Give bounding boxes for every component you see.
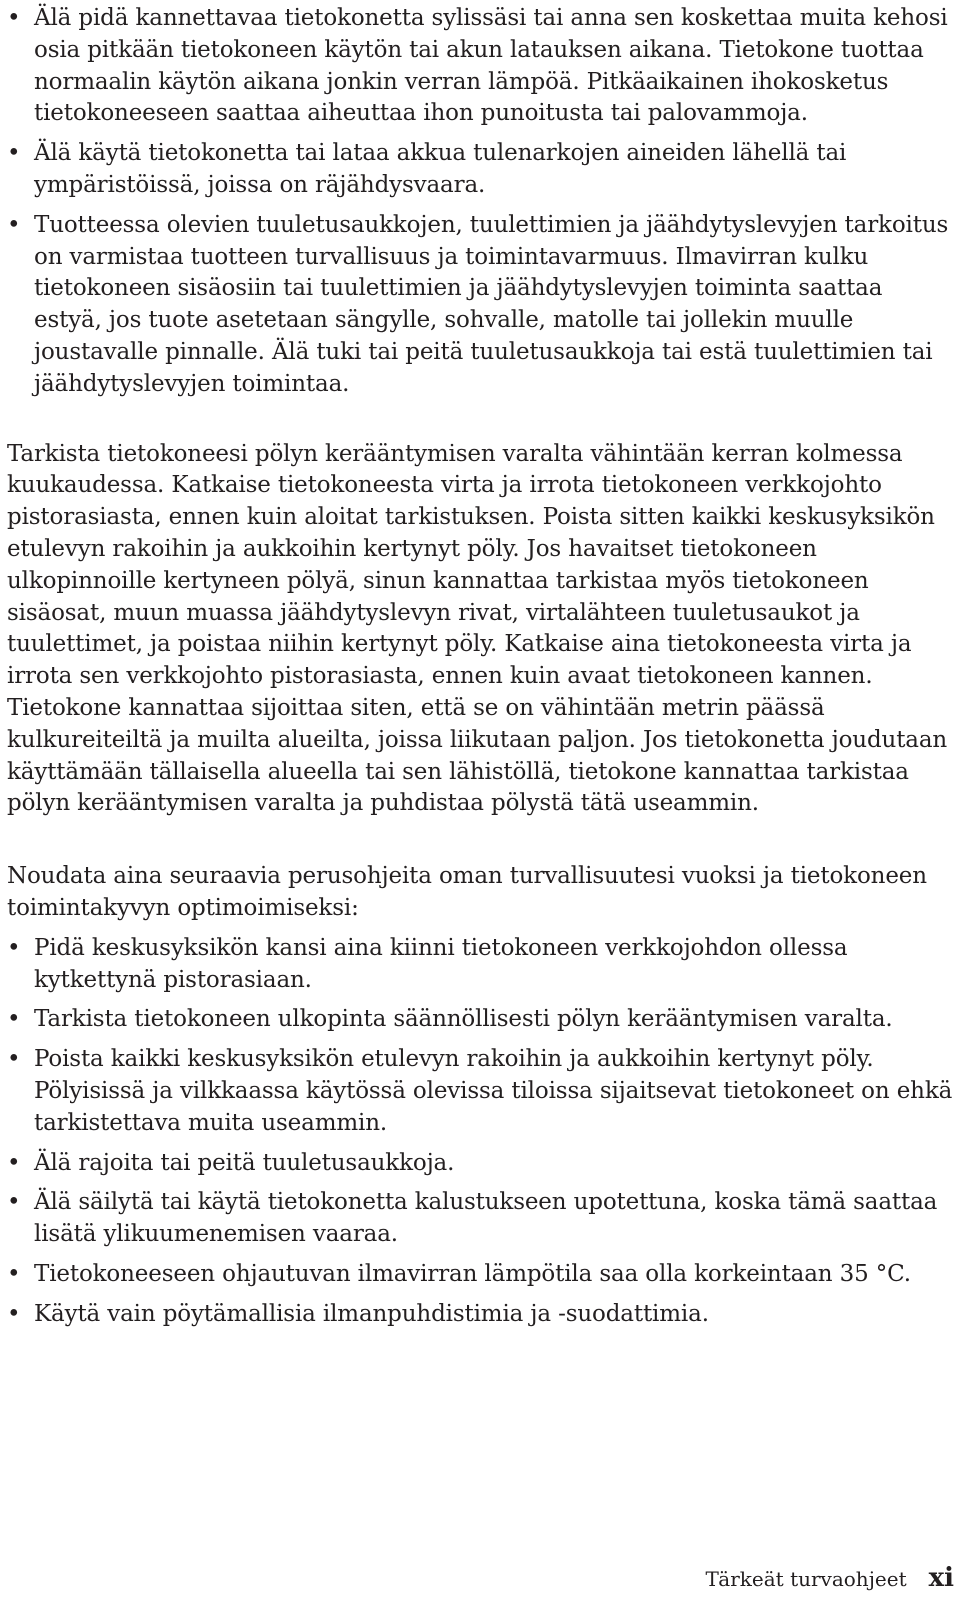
bullet-icon: [7, 1148, 27, 1180]
list-item-text: Tietokoneeseen ohjautuvan ilmavirran lämpötila saa olla korkeintaan 35 °C.: [34, 1260, 911, 1287]
list-item: [7, 1259, 955, 1291]
list-item: [7, 1299, 955, 1331]
bullet-icon: [7, 1187, 27, 1219]
list-item-text: Älä pidä kannettavaa tietokonetta sylissäsi tai anna sen koskettaa muita kehosi osia pitkään tietokoneen käytön tai akun latauksen aikana. Tietokone tuottaa normaalin käytön aikana jonkin verran lämpöä. Pitkäaikainen ihokosketus tietokoneeseen saattaa aiheuttaa ihon punoitusta tai palovammoja.: [34, 5, 948, 127]
bullet-icon: [7, 3, 27, 35]
list-item: [7, 138, 955, 202]
dust-check-paragraph: Tarkista tietokoneesi pölyn kerääntymisen varalta vähintään kerran kolmessa kuukaudessa. Katkaise tietokoneesta virta ja irrota tietokoneen verkkojohto pistorasiasta, ennen kuin aloitat tarkistuksen. Poista sitten kaikki keskusyksikön etulevyn rakoihin ja aukkoihin kertynyt pöly. Jos havaitset tietokoneen ulkopinnoille kertyneen pölyä, sinun kannattaa tarkistaa myös tietokoneen sisäosat, muun muassa jäähdytyslevyn rivat, virtalähteen tuuletusaukot ja tuulettimet, ja poistaa niihin kertynyt pöly. Katkaise aina tietokoneesta virta ja irrota sen verkkojohto pistorasiasta, ennen kuin avaat tietokoneen kannen. Tietokone kannattaa sijoittaa siten, että se on vähintään metrin päässä kulkureiteiltä ja muilta alueilta, joissa liikutaan paljon. Jos tietokonetta joudutaan käyttämään tällaisella alueella tai sen lähistöllä, tietokone kannattaa tarkistaa pölyn kerääntymisen varalta ja puhdistaa pölystä tätä useammin.: [7, 440, 948, 817]
list-item-text: Älä säilytä tai käytä tietokonetta kalustukseen upotettuna, koska tämä saattaa lisätä ylikuumenemisen vaaraa.: [34, 1189, 938, 1248]
list-item: [7, 1148, 955, 1180]
list-item-text: Tarkista tietokoneen ulkopinta säännöllisesti pölyn kerääntymisen varalta.: [34, 1006, 893, 1033]
list-item-text: Poista kaikki keskusyksikön etulevyn rakoihin ja aukkoihin kertynyt pöly. Pölyisissä ja vilkkaassa käytössä olevissa tiloissa sijaitsevat tietokoneet on ehkä tarkistettava muita useammin.: [34, 1046, 953, 1136]
list-item: [7, 3, 955, 130]
guidelines-intro: Noudata aina seuraavia perusohjeita oman turvallisuutesi vuoksi ja tietokoneen toimintakyvyn optimoimiseksi:: [7, 863, 927, 921]
page-footer: [706, 1563, 960, 1599]
list-item-text: Älä käytä tietokonetta tai lataa akkua tulenarkojen aineiden lähellä tai ympäristöissä, joissa on räjähdysvaara.: [34, 140, 847, 198]
list-item: [7, 210, 955, 401]
bullet-icon: [7, 210, 27, 242]
list-item: [7, 1004, 955, 1036]
bullet-icon: [7, 1259, 27, 1291]
list-item-text: Tuotteessa olevien tuuletusaukkojen, tuulettimien ja jäähdytyslevyjen tarkoitus on varmistaa tuotteen turvallisuus ja toimintavarmuus. Ilmavirran kulku tietokoneen sisäosiin tai tuulettimien ja jäähdytyslevyjen toiminta saattaa estyä, jos tuote asetetaan sängylle, sohvalle, matolle tai jollekin muulle joustavalle pinnalle. Älä tuki tai peitä tuuletusaukkoja tai estä tuulettimien tai jäähdytyslevyjen toimintaa.: [34, 211, 949, 397]
bullet-icon: [7, 933, 27, 965]
page-number: xi: [928, 1563, 954, 1593]
list-item-text: Käytä vain pöytämallisia ilmanpuhdistimia ja -suodattimia.: [34, 1300, 709, 1327]
bullet-icon: [7, 1004, 27, 1036]
list-item: [7, 1044, 955, 1139]
document-page: [7, 3, 955, 1338]
footer-section-title: Tärkeät turvaohjeet: [705, 1567, 907, 1591]
guidelines-list: [7, 933, 955, 1331]
bullet-icon: [7, 1044, 27, 1076]
laptop-safety-list: [7, 3, 955, 401]
list-item: [7, 933, 955, 997]
list-item: [7, 1187, 955, 1251]
list-item-text: Älä rajoita tai peitä tuuletusaukkoja.: [34, 1149, 455, 1176]
bullet-icon: [7, 1299, 27, 1331]
bullet-icon: [7, 138, 27, 170]
list-item-text: Pidä keskusyksikön kansi aina kiinni tietokoneen verkkojohdon ollessa kytkettynä pistorasiaan.: [34, 934, 848, 993]
